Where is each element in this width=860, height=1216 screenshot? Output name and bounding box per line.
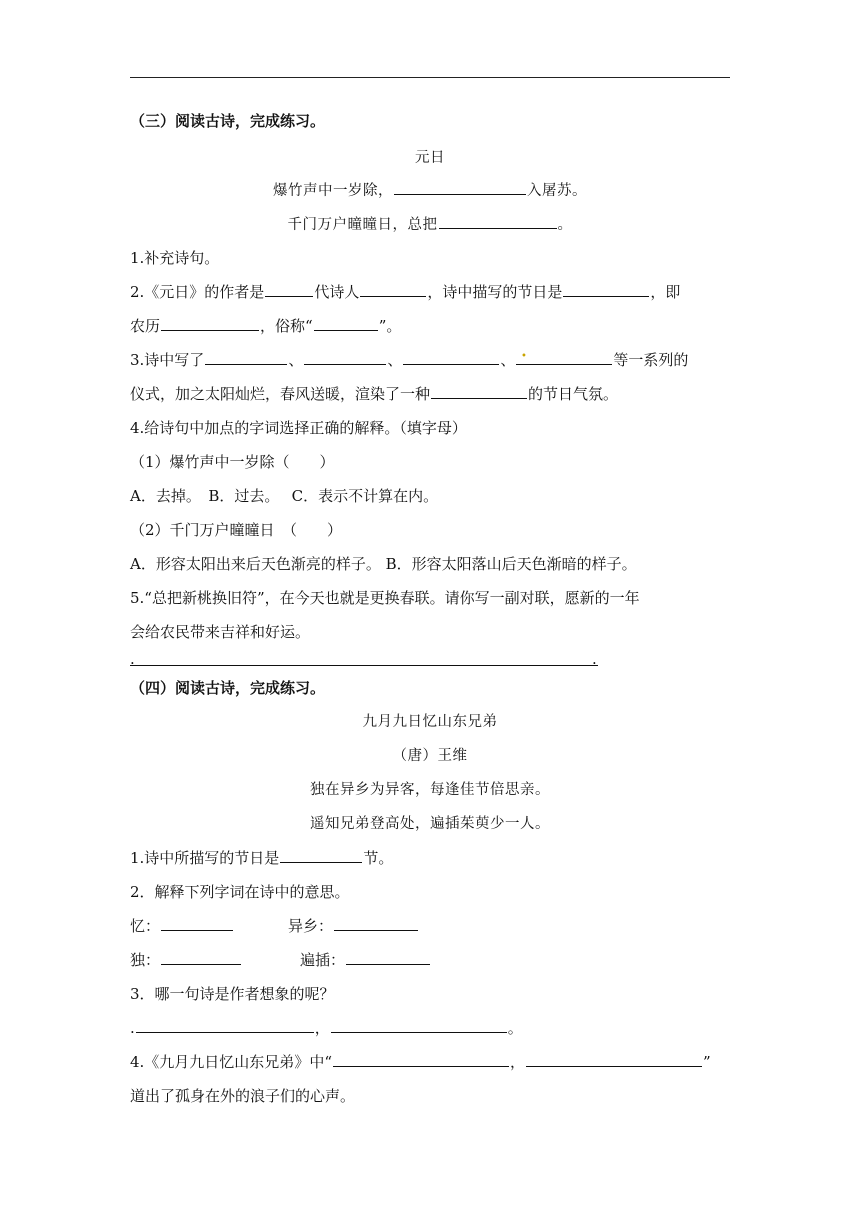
answer-blank[interactable] xyxy=(431,384,527,399)
answer-blank[interactable] xyxy=(334,916,418,931)
answer-blank[interactable] xyxy=(205,350,287,365)
answer-blank[interactable] xyxy=(161,950,241,965)
poem-line-1-text: 爆竹声中一岁除， xyxy=(273,183,393,199)
answer-blank[interactable] xyxy=(333,1052,509,1067)
answer-blank[interactable] xyxy=(280,848,362,863)
question-4-2-options: A．形容太阳出来后天色渐亮的样子。 B．形容太阳落山后天色渐暗的样子。 xyxy=(130,555,637,573)
s4-question-3-answer xyxy=(130,1018,740,1038)
s4-q4-close: ” xyxy=(703,1053,711,1071)
answer-blank[interactable] xyxy=(331,1018,507,1033)
q2-text-a: 2.《元日》的作者是 xyxy=(130,283,265,301)
q5-dot-left: . xyxy=(130,650,135,668)
s4-word-row-2 xyxy=(130,950,740,970)
answer-blank[interactable] xyxy=(526,1052,702,1067)
poem-line-2: 遥知兄弟登高处，遍插茱萸少一人。 xyxy=(310,816,550,832)
poem-author: （唐）王维 xyxy=(392,748,468,764)
q2-text-f: ，俗称“ xyxy=(260,317,313,335)
question-2-line1 xyxy=(130,282,740,302)
header-rule xyxy=(130,77,730,78)
q2-text-e: 农历 xyxy=(130,317,161,335)
question-1: 1.补充诗句。 xyxy=(130,249,220,267)
q3-sep: 、 xyxy=(500,351,516,369)
q3-sep: 、 xyxy=(387,351,403,369)
q3-end: 。 xyxy=(507,1019,523,1037)
q3-text-b: 等一系列的 xyxy=(613,351,689,369)
couplet-answer-line[interactable] xyxy=(130,665,598,666)
answer-blank[interactable] xyxy=(439,214,557,229)
q2-text-b: 代诗人 xyxy=(314,283,360,301)
s4-question-2: 2．解释下列字词在诗中的意思。 xyxy=(130,883,350,901)
q2-text-g: ”。 xyxy=(378,317,402,335)
s4-q1-text-b: 节。 xyxy=(363,849,394,867)
poem-line-2-text: 千门万户曈曈日，总把 xyxy=(287,217,438,233)
q3-comma: ， xyxy=(314,1019,330,1037)
word-label-yi: 忆： xyxy=(130,917,161,935)
question-2-line2 xyxy=(130,316,740,336)
question-3-line1 xyxy=(130,350,740,370)
poem-title-yuanri: 元日 xyxy=(415,150,445,166)
answer-blank[interactable] xyxy=(304,350,386,365)
answer-blank[interactable] xyxy=(161,916,233,931)
q3-text-a: 3.诗中写了 xyxy=(130,351,205,369)
poem-line-1 xyxy=(130,180,730,201)
word-label-yixiang: 异乡： xyxy=(288,917,334,935)
emphasis-dot-mark: • xyxy=(521,351,527,362)
answer-blank[interactable] xyxy=(136,1018,314,1033)
s4-question-3: 3．哪一句诗是作者想象的呢？ xyxy=(130,985,335,1003)
q3-text-c: 仪式，加之太阳灿烂，春风送暖，渲染了一种 xyxy=(130,385,431,403)
answer-blank[interactable] xyxy=(403,350,499,365)
question-4-2: （2）千门万户曈曈日 （ ） xyxy=(130,521,343,539)
answer-blank[interactable] xyxy=(265,282,313,297)
q3-sep: 、 xyxy=(288,351,304,369)
s4-question-4-line1 xyxy=(130,1052,740,1072)
answer-blank[interactable] xyxy=(346,950,430,965)
question-4: 4.给诗句中加点的字词选择正确的解释。（填字母） xyxy=(130,419,467,437)
s4-q1-text-a: 1.诗中所描写的节日是 xyxy=(130,849,280,867)
s4-question-4-line2: 道出了孤身在外的浪子们的心声。 xyxy=(130,1087,356,1105)
section3-heading: （三）阅读古诗，完成练习。 xyxy=(130,112,326,130)
answer-blank[interactable] xyxy=(360,282,426,297)
question-4-1-options: A．去掉。 B．过去。 C．表示不计算在内。 xyxy=(130,487,439,505)
question-5-line1: 5.“总把新桃换旧符”，在今天也就是更换春联。请你写一副对联，愿新的一年 xyxy=(130,589,640,607)
s4-q4-comma: ， xyxy=(509,1053,525,1071)
poem-title-jiuyue: 九月九日忆山东兄弟 xyxy=(362,714,498,730)
poem-line-1-end: 入屠苏。 xyxy=(527,183,587,199)
answer-blank[interactable] xyxy=(563,282,649,297)
q2-text-c: ，诗中描写的节日是 xyxy=(427,283,563,301)
s4-word-row-1 xyxy=(130,916,740,936)
s4-question-1 xyxy=(130,848,740,868)
q5-dot-right: . xyxy=(592,650,597,668)
poem-line-2 xyxy=(130,214,730,235)
word-label-biancha: 遍插： xyxy=(300,951,346,969)
section4-heading: （四）阅读古诗，完成练习。 xyxy=(130,679,326,697)
poem-line-2-end: 。 xyxy=(557,217,573,233)
q3-text-d: 的节日气氛。 xyxy=(528,385,619,403)
q3-dot: . xyxy=(130,1019,135,1037)
question-3-line2 xyxy=(130,384,740,404)
poem-line-1: 独在异乡为异客，每逢佳节倍思亲。 xyxy=(310,782,550,798)
answer-blank[interactable] xyxy=(161,316,259,331)
q2-text-d: ，即 xyxy=(650,283,681,301)
question-5-line2: 会给农民带来吉祥和好运。 xyxy=(130,623,311,641)
word-label-du: 独： xyxy=(130,951,161,969)
s4-q4-text-a: 4.《九月九日忆山东兄弟》中“ xyxy=(130,1053,332,1071)
answer-blank[interactable] xyxy=(314,316,378,331)
question-4-1: （1）爆竹声中一岁除（ ） xyxy=(130,453,335,471)
answer-blank[interactable] xyxy=(516,350,612,365)
answer-blank[interactable] xyxy=(394,180,526,195)
